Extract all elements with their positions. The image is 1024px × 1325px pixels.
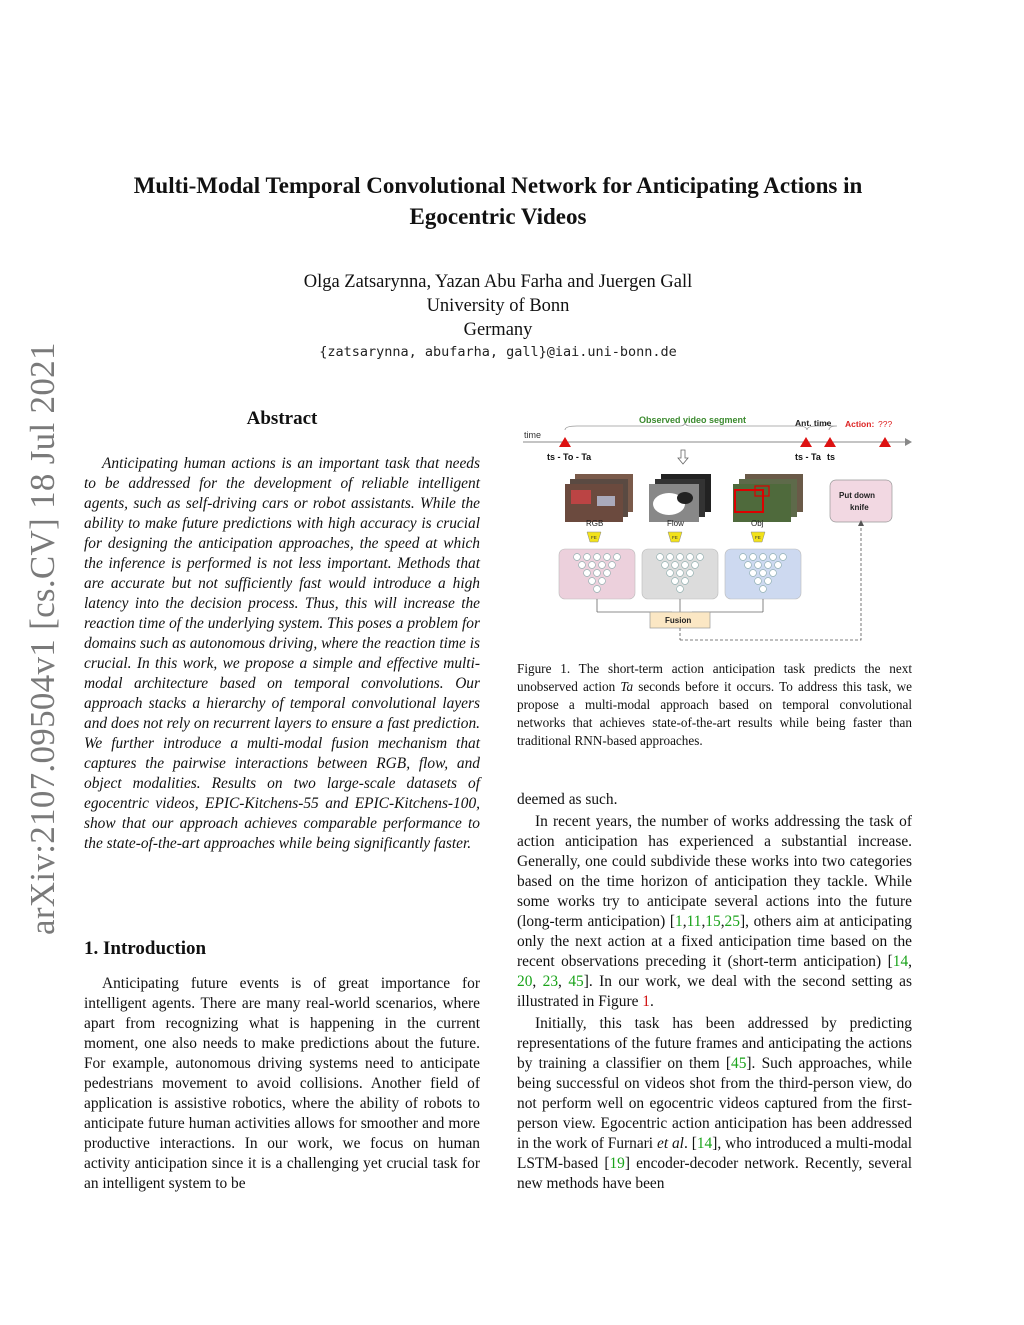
output-line-2: knife xyxy=(850,503,869,512)
network-node xyxy=(750,554,757,561)
network-node xyxy=(760,586,767,593)
network-node xyxy=(584,570,591,577)
rgb-frames xyxy=(565,474,633,522)
network-node xyxy=(760,554,767,561)
figure-1 xyxy=(517,412,912,650)
down-arrow-icon xyxy=(678,450,688,464)
network-node xyxy=(682,562,689,569)
network-node xyxy=(677,570,684,577)
caption-text-b: seconds before it occurs. To address this task, we propose a multi-modal approach based on temporal convolutional networks that achieves state-of-the-art results while being faster than traditional RNN-based approaches. xyxy=(517,679,912,748)
network-node xyxy=(594,570,601,577)
author-block xyxy=(200,270,796,342)
network-node xyxy=(765,578,772,585)
network-node xyxy=(775,562,782,569)
flow-frames xyxy=(649,474,711,522)
citation-link[interactable]: 1 xyxy=(675,913,683,930)
network-node xyxy=(594,586,601,593)
network-node xyxy=(584,554,591,561)
network-node xyxy=(574,554,581,561)
caption-math: Ta xyxy=(620,679,634,694)
network-node xyxy=(687,570,694,577)
fe-label-flow: FE xyxy=(672,535,678,540)
intro-heading: 1. Introduction xyxy=(84,938,207,959)
action-label: Action: xyxy=(845,419,875,429)
citation-link[interactable]: 14 xyxy=(696,1135,713,1152)
network-node xyxy=(760,570,767,577)
observed-label: Observed video segment xyxy=(639,415,747,425)
network-node xyxy=(740,554,747,561)
network-node xyxy=(589,578,596,585)
network-node xyxy=(697,554,704,561)
network-node xyxy=(672,562,679,569)
fusion-label: Fusion xyxy=(665,616,692,625)
network-node xyxy=(755,562,762,569)
citation-link[interactable]: 25 xyxy=(724,913,740,930)
fe-blocks xyxy=(587,532,765,542)
obj-frames xyxy=(733,474,803,522)
abstract-heading: Abstract xyxy=(246,408,318,429)
citation-link[interactable]: 23 xyxy=(542,973,559,990)
citation-link[interactable]: 19 xyxy=(609,1155,625,1172)
paragraph-0: deemed as such. xyxy=(517,791,618,808)
citation-link[interactable]: 45 xyxy=(731,1055,747,1072)
network-node xyxy=(745,562,752,569)
network-node xyxy=(609,562,616,569)
paragraph-1: In recent years, the number of works addressing the task of action anticipation has experienced a substantial increase. Generally, one could subdivide these works into two categories based on the time horizon of anticipation they tackle. While some works try to anticipate several actions into the future (long-term anticipation) [1,11,15,25], others aim at anticipating only the next action at a fixed anticipation time based on the recent observations preceding it (short-term anticipation) [14, 20, 23, 45]. In our work, we deal with the second setting as illustrated in Figure 1. xyxy=(517,813,912,1010)
network-node xyxy=(677,586,684,593)
network-node xyxy=(579,562,586,569)
t-right-label: ts xyxy=(827,452,836,462)
fe-label-obj: FE xyxy=(755,535,761,540)
modality-obj: Obj xyxy=(751,519,764,528)
network-node xyxy=(599,562,606,569)
country: Germany xyxy=(463,320,533,340)
network-node xyxy=(687,554,694,561)
network-node xyxy=(667,570,674,577)
caption-text-a: The short-term action anticipation task predicts the next unobserved action xyxy=(517,661,912,694)
paper-title: Multi-Modal Temporal Convolutional Network for Anticipating Actions in Egocentric Videos xyxy=(133,173,863,229)
paragraph-2: Initially, this task has been addressed by predicting representations of the future frames and anticipating the actions by training a classifier on them [45]. Such approaches, while being successful on videos shot from the third-person view, do not perform well on egocentric videos captured from the first-person view. Egocentric action anticipation has been addressed in the work of Furnari et al. [14], who introduced a multi-modal LSTM-based [19] encoder-decoder network. Recently, several new methods have been xyxy=(517,1015,913,1192)
network-node xyxy=(589,562,596,569)
t-mid-label: ts - Ta xyxy=(795,452,821,462)
arxiv-stamp: arXiv:2107.09504v1 [cs.CV] 18 Jul 2021 xyxy=(23,342,62,935)
citation-link[interactable]: 20 xyxy=(517,973,533,990)
abstract-text: Anticipating human actions is an important task that needs to be addressed for the development of reliable intelligent agents, such as self-driving cars or robot assistants. While the ability to make future predictions with high accuracy is crucial for designing the anticipation approaches, the speed at which the inference is performed is not less important. Methods that are accurate but not sufficiently fast would introduce a high latency into the decision process. Thus, this will increase the reaction time of the underlying system. This poses a problem for domains such as autonomous driving, where the reaction time is crucial. In this work, we propose a simple and effective multi-modal architecture based on temporal convolutions. Our approach stacks a hierarchy of temporal convolutional layers and does not rely on recurrent layers to ensure a fast prediction. We further introduce a multi-modal fusion mechanism that captures the pairwise interactions between RGB, flow, and object modalities. Results on two large-scale datasets of egocentric videos, EPIC-Kitchens-55 and EPIC-Kitchens-100, show that our approach achieves comparable performance to the state-of-the-art approaches while being significantly faster. xyxy=(84,455,480,852)
authors: Olga Zatsarynna, Yazan Abu Farha and Juergen Gall xyxy=(303,272,693,292)
modality-rgb: RGB xyxy=(586,519,604,528)
network-node xyxy=(755,578,762,585)
network-node xyxy=(750,570,757,577)
ant-time-label: Ant. time xyxy=(795,418,832,428)
citation-link[interactable]: 15 xyxy=(705,913,721,930)
network-node xyxy=(780,554,787,561)
network-node xyxy=(765,562,772,569)
intro-text: Anticipating future events is of great importance for intelligent agents. There are many real-world scenarios, where apart from recognizing what is happening in the current moment, one also needs to make predictions about the future. For example, autonomous driving systems need to anticipate pedestrians movement to avoid collisions. Another field of application is assistive robotics, where the ability of robots to anticipate future human activities allows for smoother and more productive interactions. In our work, we focus on human activity anticipation since it is a challenging yet crucial task for an intelligent system to be xyxy=(84,975,480,1192)
email: {zatsarynna, abufarha, gall}@iai.uni-bonn.de xyxy=(319,344,677,360)
network-node xyxy=(672,578,679,585)
affiliation: University of Bonn xyxy=(426,296,570,316)
caption-prefix: Figure 1. xyxy=(517,661,571,676)
network-node xyxy=(677,554,684,561)
right-column xyxy=(517,790,912,1196)
output-line-1: Put down xyxy=(839,491,875,500)
fe-label-rgb: FE xyxy=(591,535,597,540)
network-node xyxy=(770,570,777,577)
t-left-label: ts - To - Ta xyxy=(547,452,592,462)
network-node xyxy=(604,554,611,561)
network-node xyxy=(682,578,689,585)
action-unknown: ??? xyxy=(878,419,893,429)
time-label: time xyxy=(524,430,542,440)
citation-link[interactable]: 11 xyxy=(686,913,702,930)
network-node xyxy=(770,554,777,561)
network-node xyxy=(614,554,621,561)
modality-flow: Flow xyxy=(667,519,684,528)
output-action-box xyxy=(830,480,892,522)
network-node xyxy=(692,562,699,569)
network-node xyxy=(604,570,611,577)
timeline-arrow-icon xyxy=(905,438,912,446)
network-node xyxy=(667,554,674,561)
network-node xyxy=(657,554,664,561)
network-node xyxy=(594,554,601,561)
citation-link[interactable]: 45 xyxy=(568,973,584,990)
citation-link[interactable]: 14 xyxy=(892,953,909,970)
network-node xyxy=(599,578,606,585)
figure-ref-link[interactable]: 1 xyxy=(642,993,650,1010)
network-node xyxy=(662,562,669,569)
figure-1-caption xyxy=(517,660,912,750)
